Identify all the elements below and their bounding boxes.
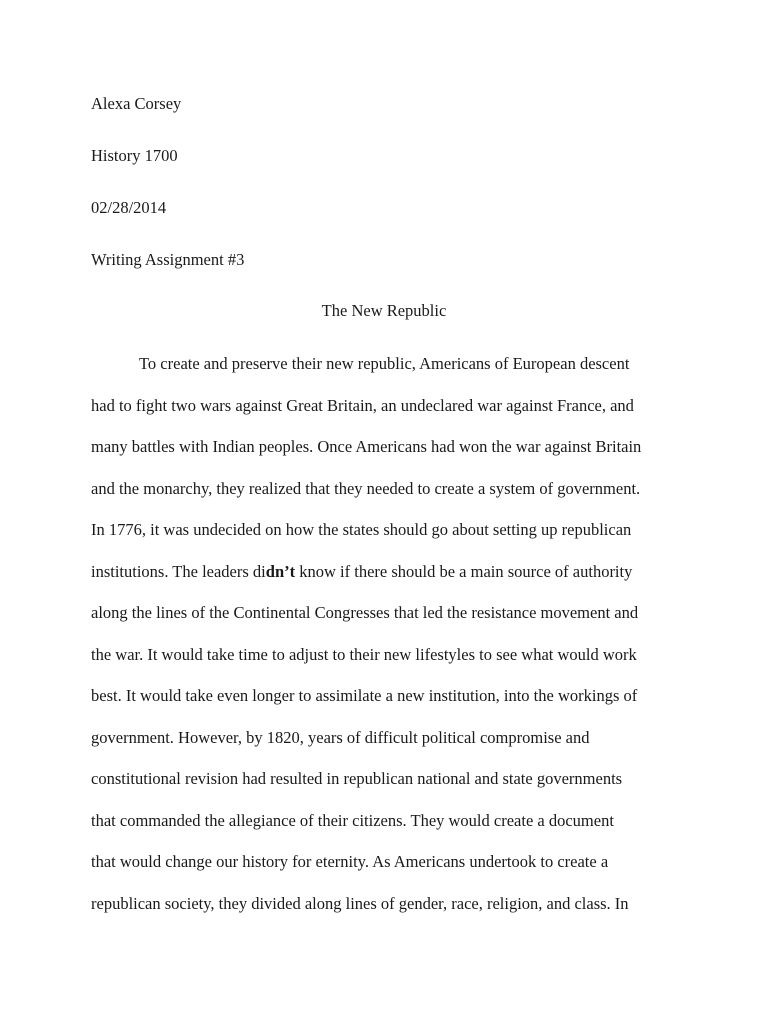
paragraph-line: In 1776, it was undecided on how the states should go about setting up republican <box>91 520 632 539</box>
line-text: know if there should be a main source of authority <box>295 562 633 581</box>
document-date: 02/28/2014 <box>91 198 167 217</box>
paragraph-line: had to fight two wars against Great Britain, an undeclared war against France, and <box>91 396 634 415</box>
assignment-name: Writing Assignment #3 <box>91 250 245 269</box>
paragraph-line <box>91 562 632 582</box>
paragraph-line: constitutional revision had resulted in republican national and state governments <box>91 769 623 788</box>
paragraph-line: government. However, by 1820, years of difficult political compromise and <box>91 728 590 747</box>
paragraph-line: that would change our history for eternity. As Americans undertook to create a <box>91 852 609 871</box>
paragraph-line: many battles with Indian peoples. Once Americans had won the war against Britain <box>91 437 642 456</box>
paragraph-line: along the lines of the Continental Congresses that led the resistance movement and <box>91 603 639 622</box>
paragraph-line: and the monarchy, they realized that they needed to create a system of government. <box>91 479 641 498</box>
paragraph-line: best. It would take even longer to assimilate a new institution, into the workings of <box>91 686 638 705</box>
course-name: History 1700 <box>91 146 178 165</box>
author-name: Alexa Corsey <box>91 94 182 113</box>
paragraph-line: the war. It would take time to adjust to their new lifestyles to see what would work <box>91 645 637 664</box>
bold-text: dn’t <box>265 562 296 581</box>
paragraph-line: that commanded the allegiance of their citizens. They would create a document <box>91 811 614 830</box>
paragraph-line: To create and preserve their new republic, Americans of European descent <box>139 354 630 373</box>
paragraph-line: republican society, they divided along lines of gender, race, religion, and class. In <box>91 894 629 913</box>
line-text: institutions. The leaders di <box>91 562 266 581</box>
document-title: The New Republic <box>321 301 447 320</box>
